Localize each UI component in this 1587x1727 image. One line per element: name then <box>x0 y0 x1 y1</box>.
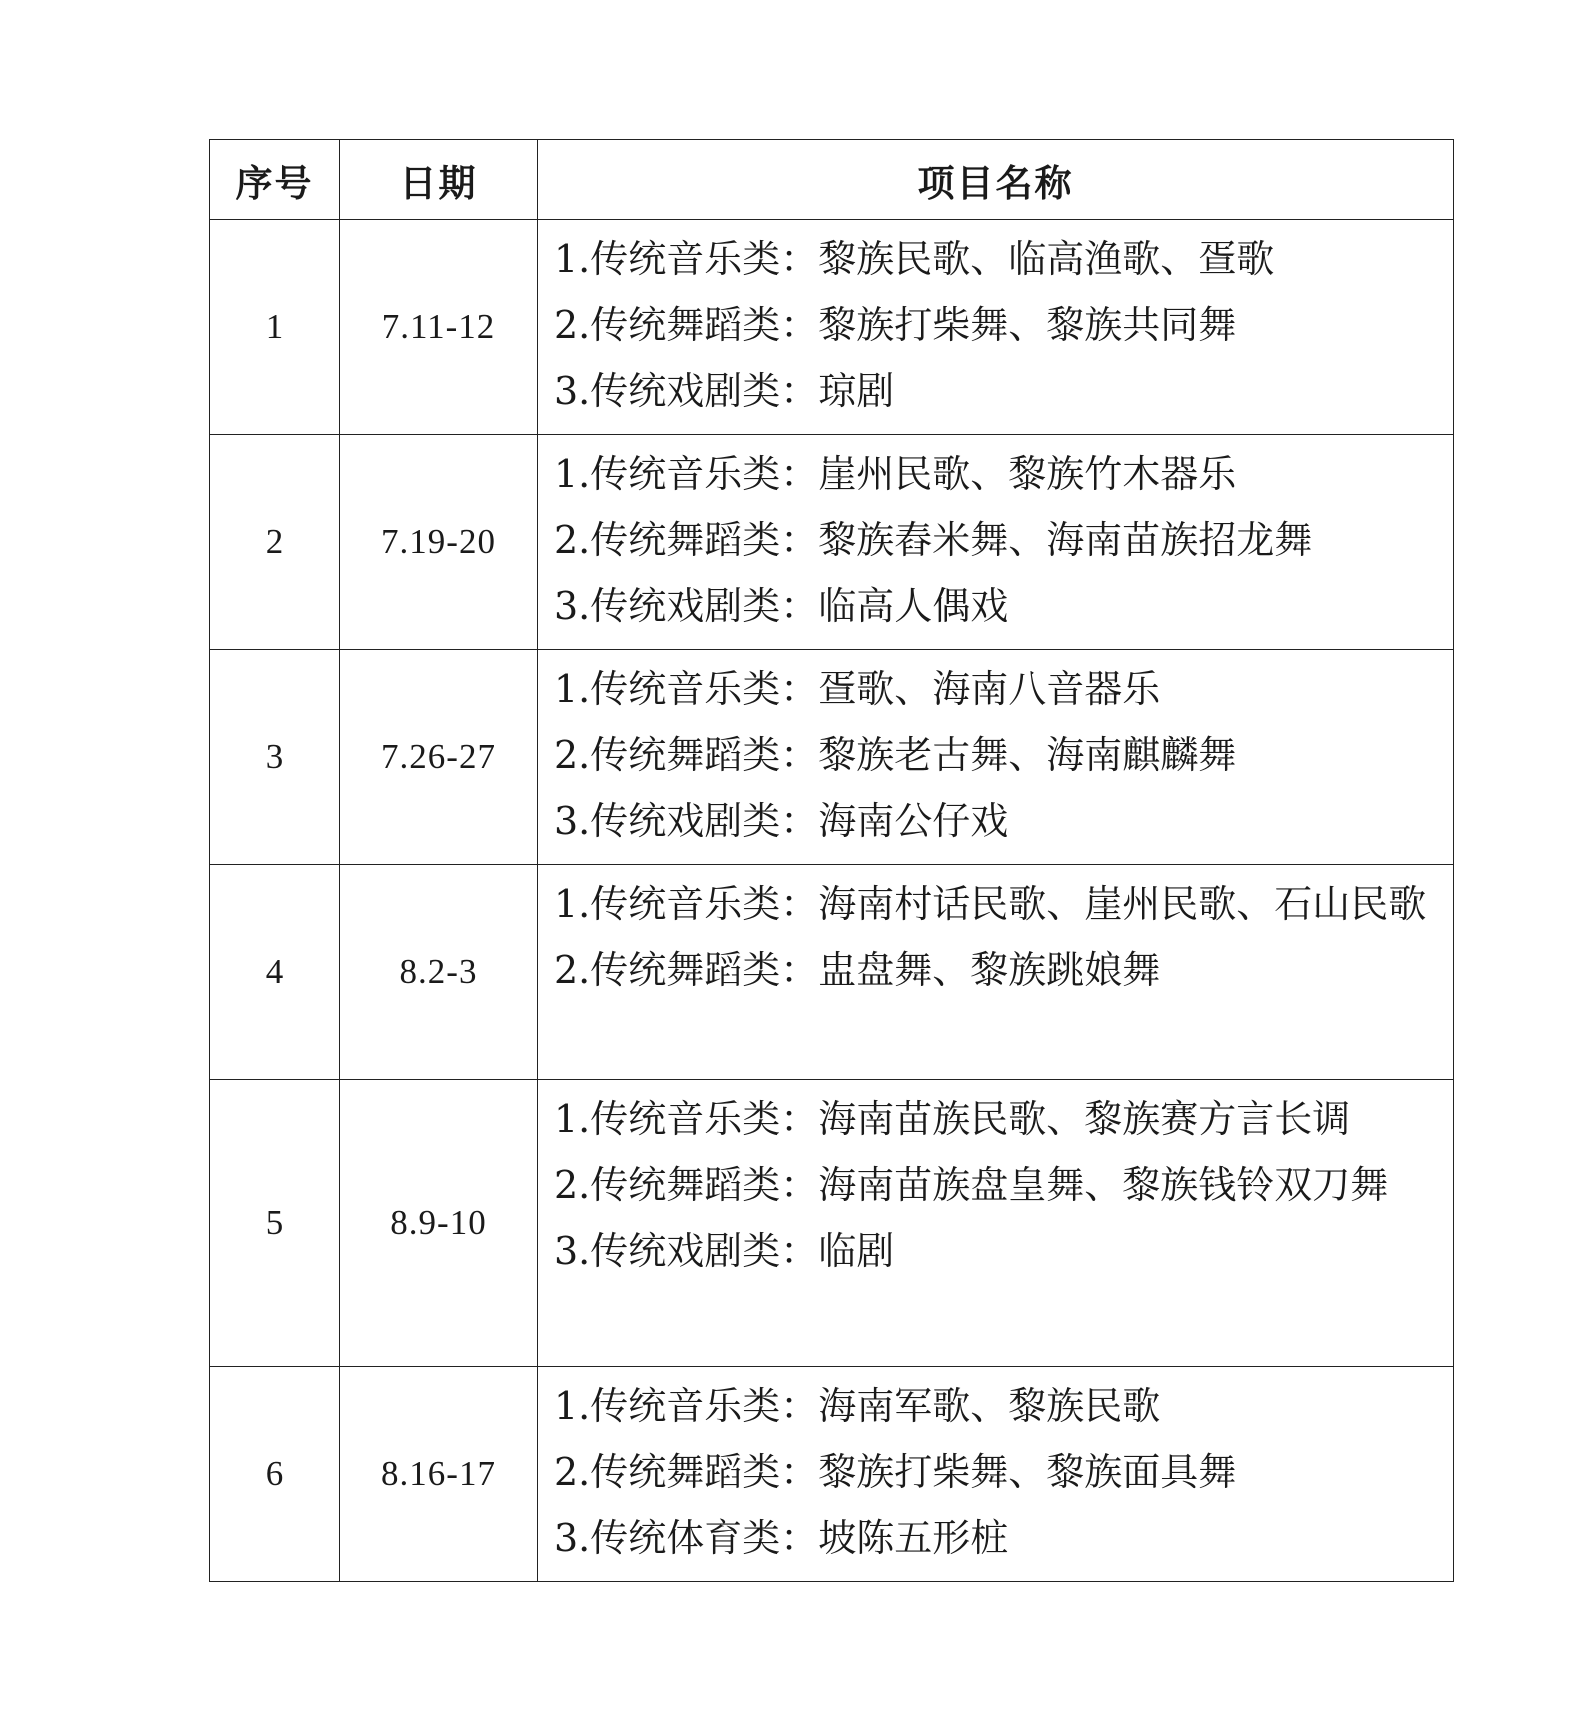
table-row <box>210 1367 1454 1582</box>
row-items <box>538 220 1454 435</box>
item-line: 3.传统戏剧类：临剧 <box>554 1229 895 1273</box>
header-number: 序号 <box>210 140 340 220</box>
row-number: 6 <box>210 1367 340 1582</box>
row-items <box>538 650 1454 865</box>
table-row <box>210 1080 1454 1367</box>
item-line: 1.传统音乐类：海南苗族民歌、黎族赛方言长调 <box>554 1097 1351 1141</box>
table-header-row <box>210 140 1454 220</box>
row-date: 8.9-10 <box>340 1080 538 1367</box>
row-number: 4 <box>210 865 340 1080</box>
item-line: 1.传统音乐类：海南军歌、黎族民歌 <box>554 1384 1161 1428</box>
row-items <box>538 1080 1454 1367</box>
row-date: 7.26-27 <box>340 650 538 865</box>
row-items <box>538 865 1454 1080</box>
row-number: 5 <box>210 1080 340 1367</box>
header-date: 日期 <box>340 140 538 220</box>
row-items <box>538 1367 1454 1582</box>
item-line: 2.传统舞蹈类：海南苗族盘皇舞、黎族钱铃双刀舞 <box>554 1163 1389 1207</box>
row-items <box>538 435 1454 650</box>
schedule-table <box>209 139 1454 1582</box>
item-line: 2.传统舞蹈类：黎族打柴舞、黎族共同舞 <box>554 303 1237 347</box>
row-date: 7.19-20 <box>340 435 538 650</box>
item-line: 2.传统舞蹈类：黎族打柴舞、黎族面具舞 <box>554 1450 1237 1494</box>
item-line: 1.传统音乐类：黎族民歌、临高渔歌、疍歌 <box>554 237 1275 281</box>
table-row <box>210 865 1454 1080</box>
row-date: 8.16-17 <box>340 1367 538 1582</box>
row-date: 7.11-12 <box>340 220 538 435</box>
row-number: 2 <box>210 435 340 650</box>
item-line: 1.传统音乐类：海南村话民歌、崖州民歌、石山民歌 <box>554 882 1427 926</box>
item-line: 2.传统舞蹈类：盅盘舞、黎族跳娘舞 <box>554 948 1161 992</box>
row-date: 8.2-3 <box>340 865 538 1080</box>
item-line: 3.传统戏剧类：临高人偶戏 <box>554 584 1009 628</box>
item-line: 2.传统舞蹈类：黎族舂米舞、海南苗族招龙舞 <box>554 518 1313 562</box>
item-line: 2.传统舞蹈类：黎族老古舞、海南麒麟舞 <box>554 733 1237 777</box>
row-number: 1 <box>210 220 340 435</box>
header-project-name: 项目名称 <box>538 140 1454 220</box>
table-row <box>210 435 1454 650</box>
item-line: 1.传统音乐类：崖州民歌、黎族竹木器乐 <box>554 452 1237 496</box>
item-line: 1.传统音乐类：疍歌、海南八音器乐 <box>554 667 1161 711</box>
item-line: 3.传统戏剧类：琼剧 <box>554 369 895 413</box>
row-number: 3 <box>210 650 340 865</box>
item-line: 3.传统体育类：坡陈五形桩 <box>554 1516 1009 1560</box>
item-line: 3.传统戏剧类：海南公仔戏 <box>554 799 1009 843</box>
table-row <box>210 220 1454 435</box>
table-row <box>210 650 1454 865</box>
